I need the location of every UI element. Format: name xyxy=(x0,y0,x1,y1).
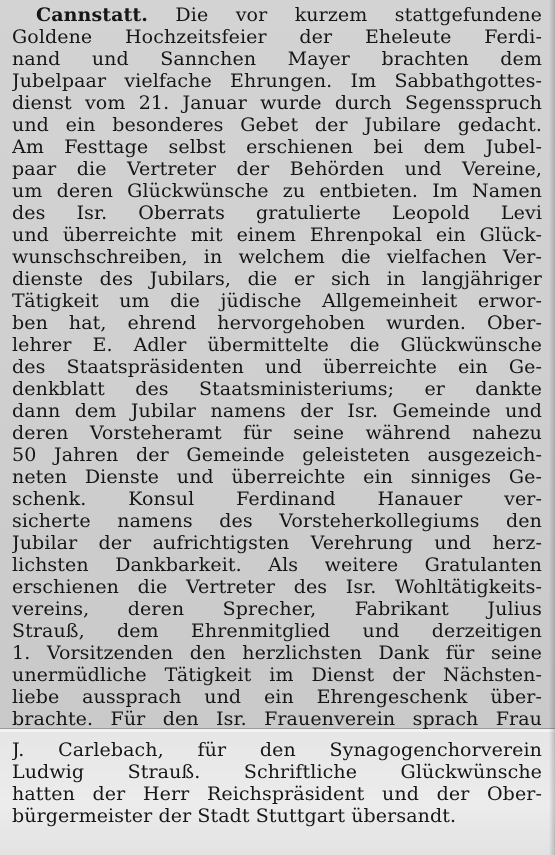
article-line-29: Strauß, dem Ehrenmitglied und derzeitigen xyxy=(12,620,542,642)
article-line-26: lichsten Dankbarkeit. Als weitere Gratulanten xyxy=(12,554,542,576)
article-line-2: Goldene Hochzeitsfeier der Eheleute Ferdi- xyxy=(12,26,542,48)
column-edge-shadow xyxy=(549,0,555,855)
article-line-34: J. Carlebach, für den Synagogenchorverein xyxy=(12,739,542,761)
article-line-31: unermüdliche Tätigkeit im Dienst der Nächsten- xyxy=(12,664,542,686)
article-line-15: ben hat, ehrend hervorgehoben wurden. Ober- xyxy=(12,312,542,334)
article-line-14: Tätigkeit um die jüdische Allgemeinheit erwor- xyxy=(12,290,542,312)
article-line-17: des Staatspräsidenten und überreichte ein Ge- xyxy=(12,356,542,378)
article-line-3: nand und Sannchen Mayer brachten dem xyxy=(12,48,542,70)
article-line-21: 50 Jahren der Gemeinde geleisteten ausgezeich- xyxy=(12,444,542,466)
article-line-12: wunschschreiben, in welchem die vielfachen Ver- xyxy=(12,246,542,268)
article-line-18: denkblatt des Staatsministeriums; er dankte xyxy=(12,378,542,400)
article-line-16: lehrer E. Adler übermittelte die Glückwünsche xyxy=(12,334,542,356)
article-line-20: deren Vorsteheramt für seine während nahezu xyxy=(12,422,542,444)
article-line-27: erschienen die Vertreter des Isr. Wohltätigkeits- xyxy=(12,576,542,598)
article-line-24: sicherte namens des Vorsteherkollegiums den xyxy=(12,510,542,532)
article-dateline: Cannstatt. xyxy=(36,4,149,26)
article-line-28: vereins, deren Sprecher, Fabrikant Julius xyxy=(12,598,542,620)
article-line-9: um deren Glückwünsche zu entbieten. Im Namen xyxy=(12,180,542,202)
article-line-36: hatten der Herr Reichspräsident und der Ober- xyxy=(12,783,542,805)
article-line-4: Jubelpaar vielfache Ehrungen. Im Sabbathgottes- xyxy=(12,70,542,92)
article-line-5: dienst vom 21. Januar wurde durch Segensspruch xyxy=(12,92,542,114)
article-line-23: schenk. Konsul Ferdinand Hanauer ver- xyxy=(12,488,542,510)
article-line-13: dienste des Jubilars, die er sich in langjähriger xyxy=(12,268,542,290)
article-line-25: Jubilar der aufrichtigsten Verehrung und herz- xyxy=(12,532,542,554)
article-line-11: und überreichte mit einem Ehrenpokal ein Glück- xyxy=(12,224,542,246)
article-line-33: brachte. Für den Isr. Frauenverein sprach Frau xyxy=(12,708,542,730)
article-line-22: neten Dienste und überreichte ein sinniges Ge- xyxy=(12,466,542,488)
article-line-32: liebe aussprach und ein Ehrengeschenk über- xyxy=(12,686,542,708)
article-line-37: bürgermeister der Stadt Stuttgart übersandt. xyxy=(12,805,457,827)
article-line-8: paar die Vertreter der Behörden und Vereine, xyxy=(12,158,542,180)
article-line-1: Cannstatt. Die vor kurzem stattgefundene xyxy=(36,4,542,26)
article-line-30: 1. Vorsitzenden den herzlichsten Dank für seine xyxy=(12,642,542,664)
article-line-6: und ein besonderes Gebet der Jubilare gedacht. xyxy=(12,114,542,136)
article-line-19: dann dem Jubilar namens der Isr. Gemeinde und xyxy=(12,400,542,422)
article-line-10: des Isr. Oberrats gratulierte Leopold Levi xyxy=(12,202,542,224)
article-line-7: Am Festtage selbst erschienen bei dem Jubel- xyxy=(12,136,542,158)
article-line-35: Ludwig Strauß. Schriftliche Glückwünsche xyxy=(12,761,542,783)
